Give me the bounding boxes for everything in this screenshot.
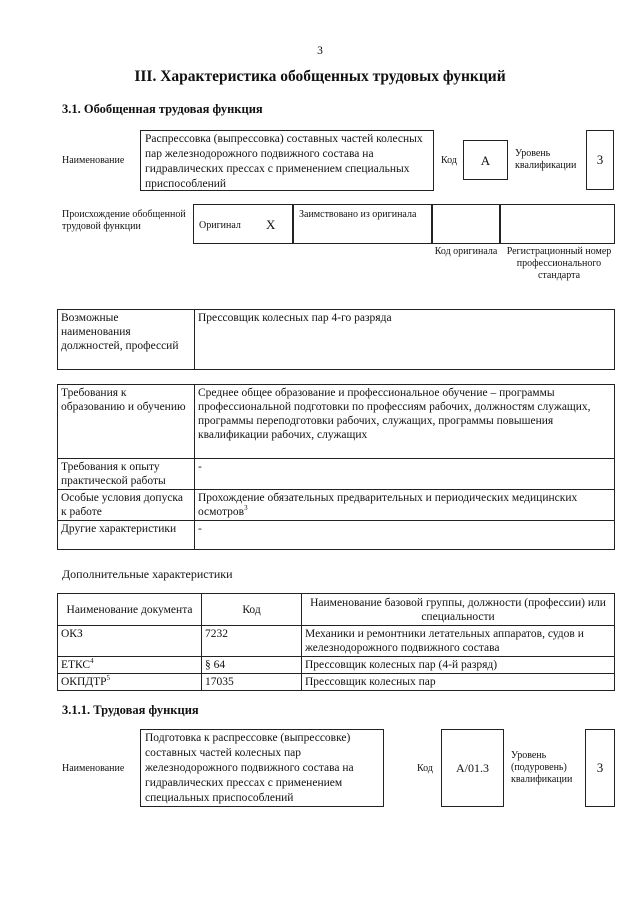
original-mark: X (266, 217, 276, 232)
row-doc-footnote: 5 (106, 674, 111, 683)
special-label: Особые условия допуска к работе (58, 490, 195, 521)
row-doc-text: ОКПДТР (61, 676, 107, 688)
tf-name-value: Подготовка к распрессовке (выпрессовке) составных частей колесных пар железнодорожного подвижного состава на гидравлических прессах с применением специальных приспособлений (140, 729, 384, 807)
special-cell (195, 490, 615, 521)
positions-value: Прессовщик колесных пар 4-го разряда (195, 310, 615, 370)
positions-label: Возможные наименования должностей, профессий (58, 310, 195, 370)
row-code: 7232 (202, 626, 302, 657)
row-doc-text: ОКЗ (61, 628, 83, 640)
section-title: III. Характеристика обобщенных трудовых функций (134, 68, 506, 85)
otf-origin-label: Происхождение обобщенной трудовой функции (62, 209, 186, 232)
tf-name-label: Наименование (62, 763, 125, 774)
additional-heading: Дополнительные характеристики (62, 567, 233, 581)
tf-code-label: Код (417, 763, 433, 774)
otf-code-label: Код (441, 155, 457, 166)
other-label: Другие характеристики (58, 521, 195, 550)
row-doc-footnote: 4 (90, 657, 94, 666)
row-doc (58, 626, 202, 657)
additional-header-name: Наименование базовой группы, должности (профессии) или специальности (302, 594, 615, 626)
experience-label: Требования к опыту практической работы (58, 459, 195, 490)
otf-heading: 3.1. Обобщенная трудовая функция (62, 102, 263, 116)
table-row (58, 657, 615, 674)
origin-code-caption: Код оригинала (434, 246, 498, 257)
origin-code-cell (432, 204, 500, 244)
table-row (58, 674, 615, 691)
origin-original-cell (193, 204, 293, 244)
otf-level-label: Уровень квалификации (515, 148, 577, 171)
row-name: Прессовщик колесных пар (302, 674, 615, 691)
table-row (58, 626, 615, 657)
reg-number-cell (500, 204, 615, 244)
otf-level-value: 3 (586, 130, 614, 190)
otf-name-label: Наименование (62, 155, 125, 166)
row-doc-text: ЕТКС (61, 659, 91, 671)
additional-header-code: Код (202, 594, 302, 626)
other-value: - (195, 521, 615, 550)
row-name: Механики и ремонтники летательных аппаратов, судов и железнодорожного подвижного состава (302, 626, 615, 657)
requirements-table (57, 384, 615, 550)
tf-code-value: A/01.3 (441, 729, 504, 807)
education-value: Среднее общее образование и профессиональное обучение – программы профессиональной подготовки по профессиям рабочих, должностям служащих, программы переподготовки рабочих, служащих, программы повышения квалификации рабочих, служащих (195, 385, 615, 459)
row-code: § 64 (202, 657, 302, 674)
tf-level-label: Уровень (подуровень) квалификации (511, 750, 573, 785)
row-doc (58, 674, 202, 691)
special-footnote: 3 (244, 504, 248, 513)
experience-value: - (195, 459, 615, 490)
row-name: Прессовщик колесных пар (4-й разряд) (302, 657, 615, 674)
tf-heading: 3.1.1. Трудовая функция (62, 703, 199, 717)
reg-number-caption: Регистрационный номер профессионального стандарта (506, 246, 612, 281)
otf-name-value: Распрессовка (выпрессовка) составных частей колесных пар железнодорожного подвижного состава на гидравлических прессах с применением специальных приспособлений (140, 130, 434, 191)
additional-table (57, 593, 615, 691)
page-number: 3 (317, 45, 323, 57)
original-label: Оригинал (199, 220, 241, 231)
special-value: Прохождение обязательных предварительных и периодических медицинских осмотров (198, 492, 578, 518)
additional-header-doc: Наименование документа (58, 594, 202, 626)
borrowed-label: Заимствовано из оригинала (293, 204, 432, 244)
row-code: 17035 (202, 674, 302, 691)
education-label: Требования к образованию и обучению (58, 385, 195, 459)
positions-table (57, 309, 615, 370)
tf-level-value: 3 (585, 729, 615, 807)
row-doc (58, 657, 202, 674)
otf-code-value: A (463, 140, 508, 180)
